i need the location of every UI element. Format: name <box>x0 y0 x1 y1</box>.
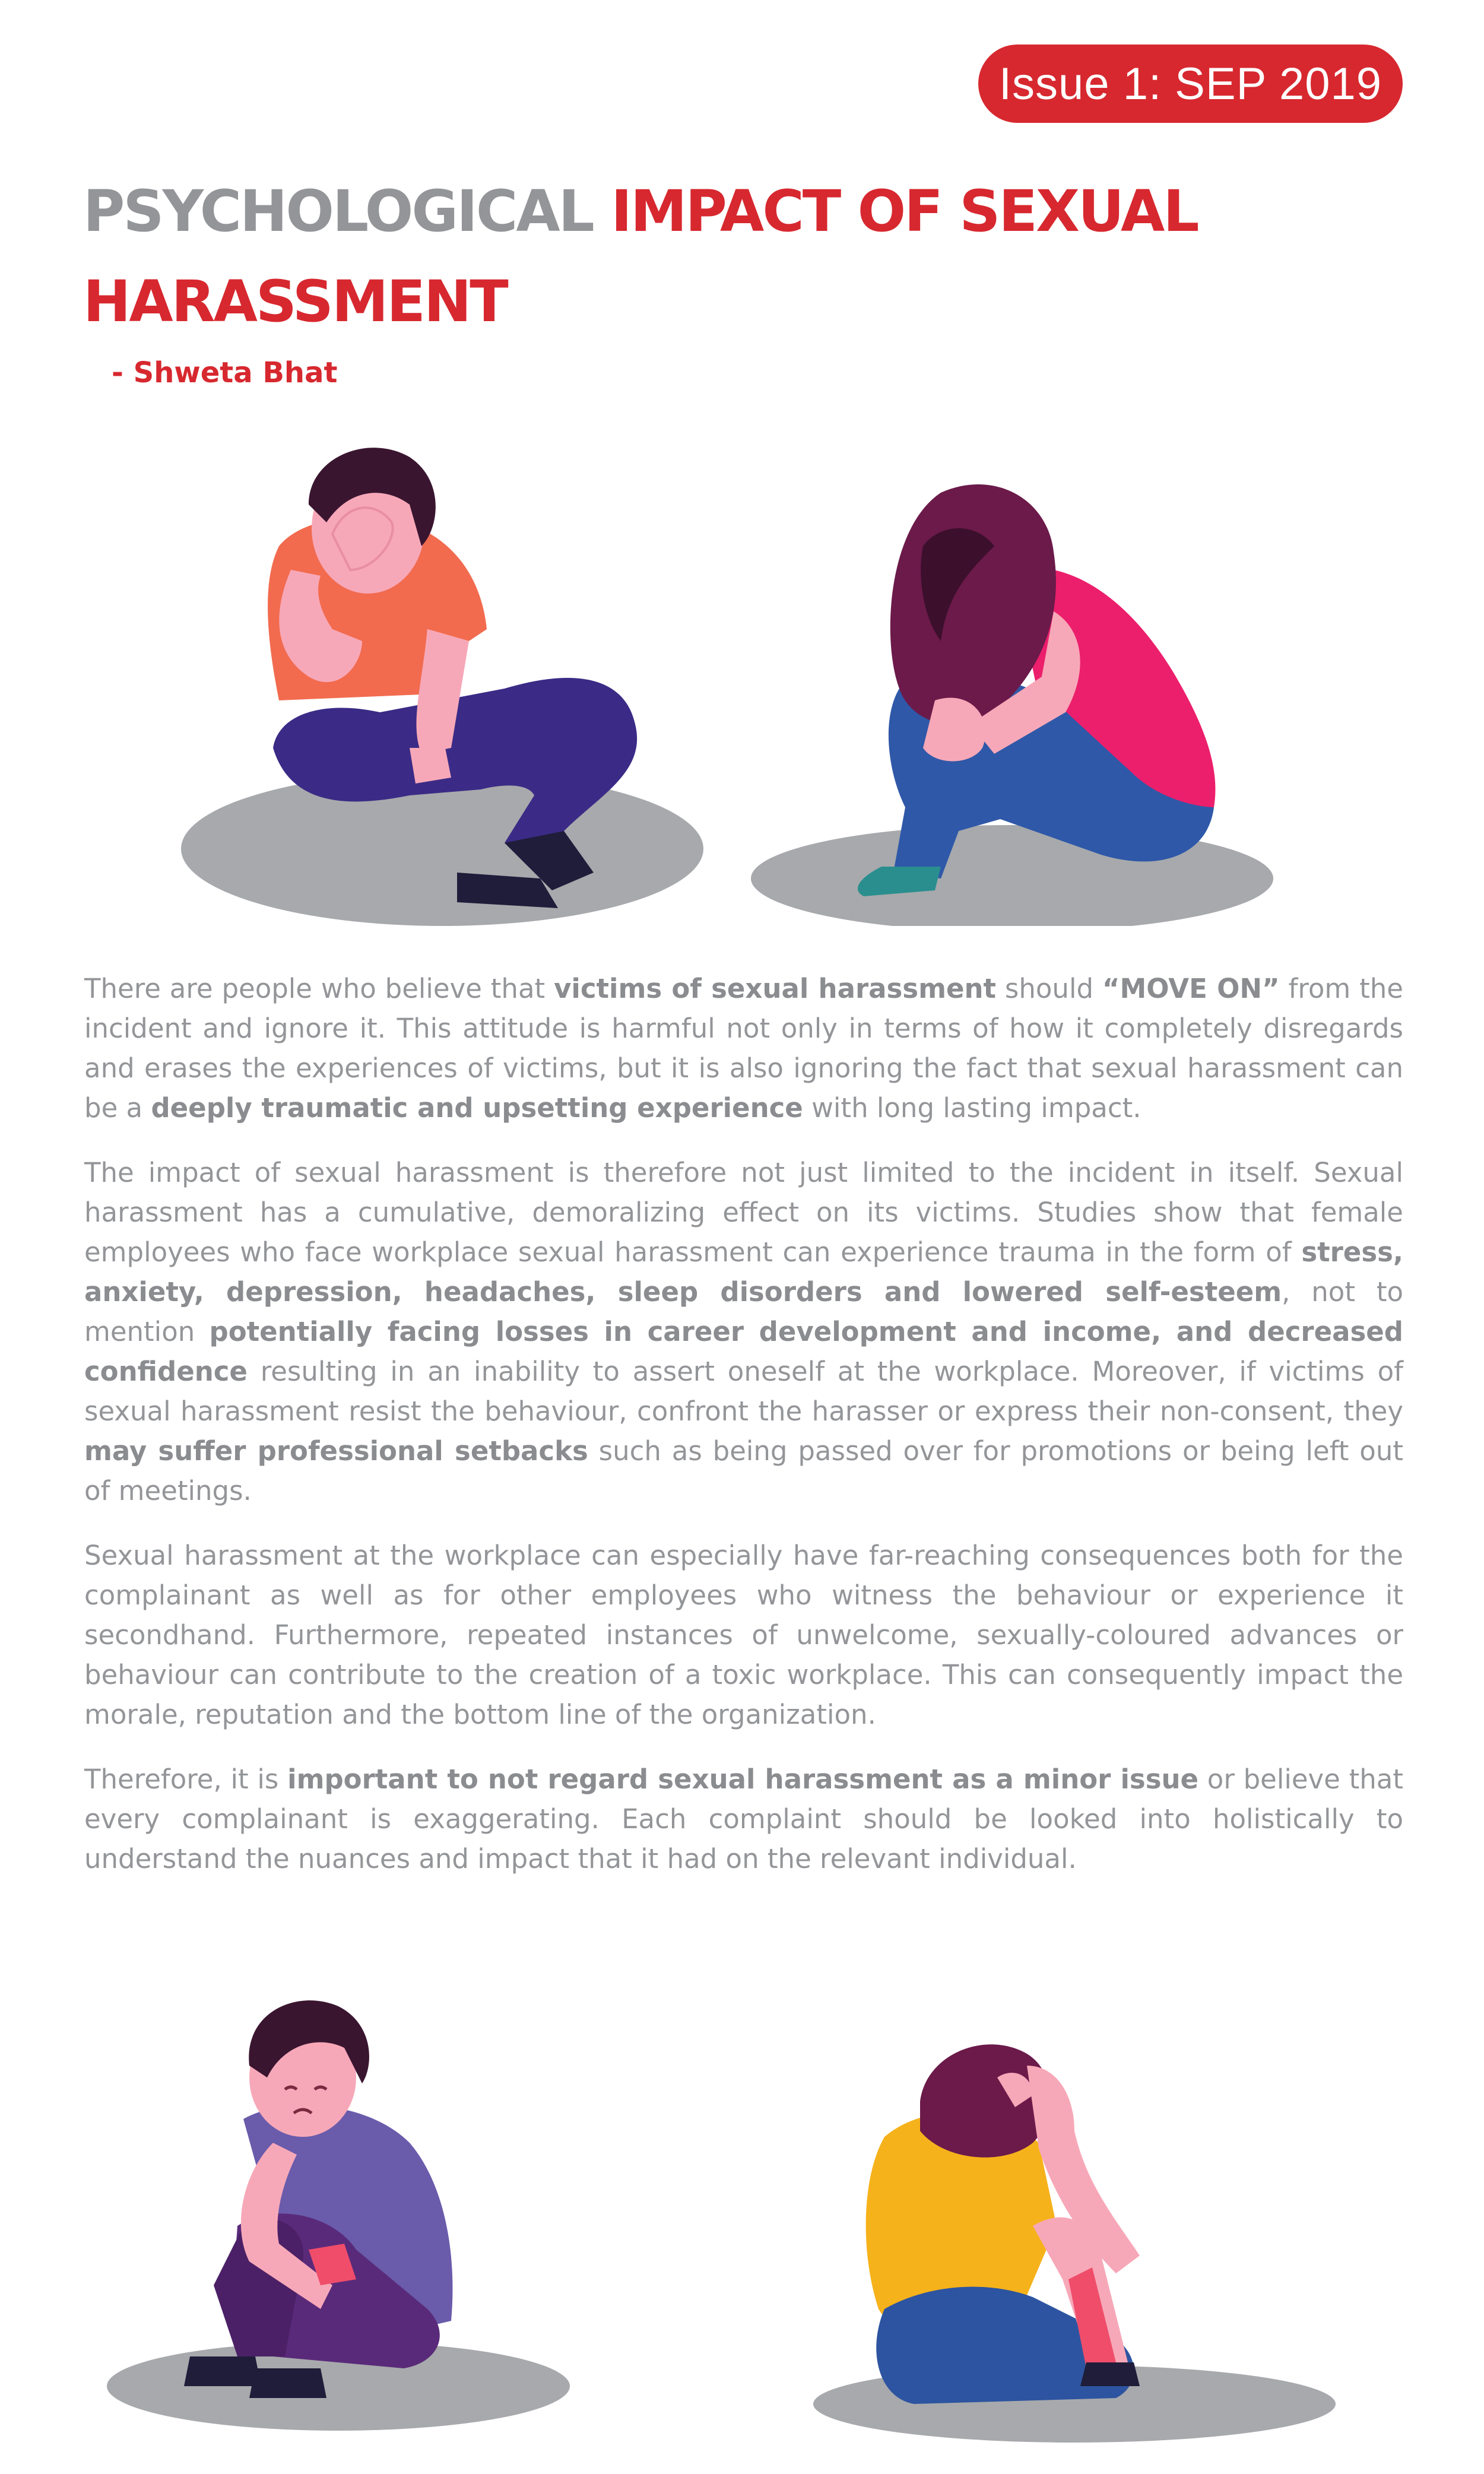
text-segment: from the incident and ignore it. This attitude is harmful not only in terms of how it completely disregards and erases the experiences of victims, but it is also ignoring the fact that sexual harassment can be a <box>84 973 1403 1124</box>
illustration-girl-hands-on-head <box>807 2030 1342 2446</box>
bold-segment: may suffer professional setbacks <box>84 1435 588 1467</box>
text-segment: such as being passed over for promotions or being left out of meetings. <box>84 1435 1403 1506</box>
illustration-sad-boy-hugging-knees <box>95 1977 570 2440</box>
article-body <box>84 969 1403 1904</box>
bold-segment: stress, anxiety, depression, headaches, sleep disorders and lowered self-esteem <box>84 1236 1403 1308</box>
text-segment: Sexual harassment at the workplace can especially have far-reaching consequences both for the complainant as well as for other employees who witness the behaviour or experience it secondhand. Furthermore, repeated instances of unwelcome, sexually-coloured advances or behaviour can contribute to the creation of a toxic workplace. This can consequently impact the morale, reputation and the bottom line of the organization. <box>84 1540 1403 1730</box>
text-segment: should <box>996 973 1102 1004</box>
illustration-man-holding-head <box>172 415 718 944</box>
bold-segment: important to not regard sexual harassment as a minor issue <box>287 1763 1199 1795</box>
illustration-woman-hugging-knees <box>745 475 1279 926</box>
issue-badge: Issue 1: SEP 2019 <box>978 45 1403 123</box>
title-part-2: IMPACT OF SEXUAL HARASSMENT <box>83 178 1198 335</box>
paragraph-2 <box>84 1153 1403 1511</box>
text-segment: Therefore, it is <box>84 1763 288 1795</box>
text-segment: The impact of sexual harassment is therefore not just limited to the incident in itself. Sexual harassment has a cumulative, demoralizing effect on its victims. Studies show that female employees who face workplace sexual harassment can experience trauma in the form of <box>84 1157 1403 1268</box>
paragraph-3 <box>84 1536 1403 1734</box>
paragraph-4 <box>84 1759 1403 1879</box>
title-part-1: PSYCHOLOGICAL <box>83 178 611 245</box>
text-segment: , not to mention <box>84 1276 1403 1347</box>
text-segment: resulting in an inability to assert oneself at the workplace. Moreover, if victims of sexual harassment resist the behaviour, confront the harasser or express their non-consent, they <box>84 1356 1403 1427</box>
text-segment: with long lasting impact. <box>803 1092 1141 1124</box>
article-title <box>83 166 1389 347</box>
text-segment: or believe that every complainant is exaggerating. Each complaint should be looked into holistically to understand the nuances and impact that it had on the relevant individual. <box>84 1763 1403 1874</box>
bold-segment: potentially facing losses in career development and income, and decreased confidence <box>84 1316 1403 1387</box>
bold-segment: “MOVE ON” <box>1102 973 1280 1004</box>
paragraph-1 <box>84 969 1403 1128</box>
bold-segment: deeply traumatic and upsetting experience <box>151 1092 803 1124</box>
text-segment: There are people who believe that <box>84 973 554 1004</box>
author-byline: - Shweta Bhat <box>112 356 338 389</box>
bold-segment: victims of sexual harassment <box>554 973 997 1004</box>
